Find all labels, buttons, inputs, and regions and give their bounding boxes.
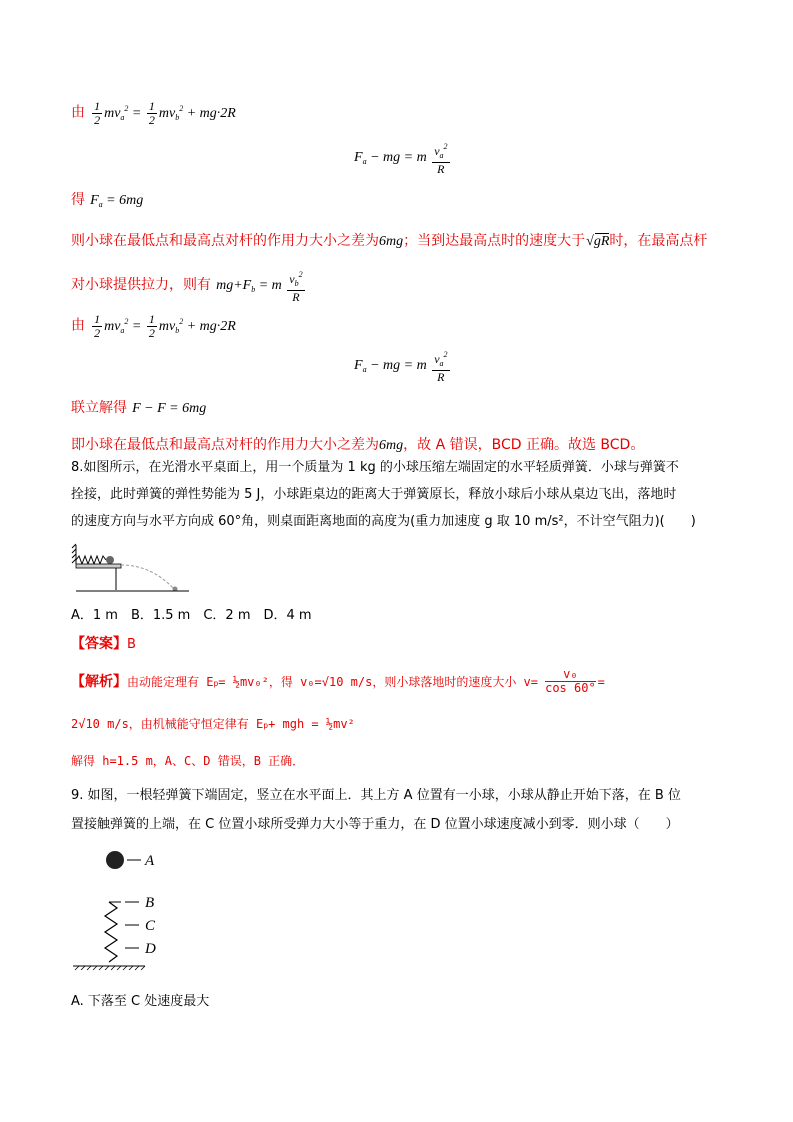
line-diff: 则小球在最低点和最高点对杆的作用力大小之差为6mg；当到达最高点时的速度大于√ gR时，在最高点杆 (71, 230, 707, 250)
eq-energy-1: 由 $\frac{1}{2}$ $mv_a^2$ = $\frac{1}{2}$ $mv_b^2 + mg\cdot 2R$ (71, 99, 236, 127)
q9-option-a: A. 下落至 C 处速度最大 (71, 994, 210, 1009)
eq1-tail: mg·2R (199, 105, 236, 121)
eq-energy-2: 由 $\frac{1}{2}$ $mv_a^2$ = $\frac{1}{2}$ $mv_b^2 + mg\cdot 2R$ (71, 312, 236, 340)
q8-analysis-2: 2√10 m/s，由机械能守恒定律有 Ep+ mgh = ½mv² (71, 717, 355, 731)
table-top (76, 564, 121, 568)
spring (105, 902, 117, 962)
result-fa: 得 $F_a = 6mg$ (71, 192, 144, 209)
line-lianli: 联立解得 F − F = 6mg (71, 400, 207, 416)
q8-figure (71, 540, 191, 596)
ball (106, 851, 124, 869)
q8-line1: 8.如图所示，在光滑水平桌面上，用一个质量为 1 kg 的小球压缩左端固定的水平轻质弹簧．小球与弹簧不 (71, 460, 679, 475)
label-b: B (145, 895, 155, 911)
q8-line2: 拴接，此时弹簧的弹性势能为 5 J，小球距桌边的距离大于弹簧原长，释放小球后小球从桌边飞出，落地时 (71, 487, 677, 502)
conclusion: 即小球在最低点和最高点对杆的作用力大小之差为6mg，故 A 错误，BCD 正确。故选 BCD。 (71, 437, 645, 453)
label-a: A (145, 853, 155, 869)
q8-analysis-1: 【解析】由动能定理有 Ep= ½mv₀²，得 v₀=√10 m/s，则小球落地时的速度大小 v= $\frac{\text{v₀}}{\cos 60^\circ}$ = (71, 667, 605, 695)
ball (106, 556, 114, 564)
you-label: 由 (71, 104, 85, 121)
trajectory (121, 565, 173, 588)
q8-line3: 的速度方向与水平方向成 60°角，则桌面距离地面的高度为(重力加速度 g 取 10 m/s²，不计空气阻力)( ) (71, 514, 696, 529)
label-c: C (145, 918, 156, 934)
spring (76, 556, 106, 564)
q9-line1: 9. 如图，一根轻弹簧下端固定，竖立在水平面上．其上方 A 位置有一小球，小球从静止开始下落，在 B 位 (71, 788, 681, 803)
q9-figure (71, 848, 171, 972)
line-tension: 对小球提供拉力，则有 $mg+F_b = m$ $\frac{v_b^2}{R}$ (71, 270, 303, 304)
q9-line2: 置接触弹簧的上端，在 C 位置小球所受弹力大小等于重力，在 D 位置小球速度减小到零．则小球（ ） (71, 817, 679, 832)
eq-force-2: $F_a$ − mg = m $\frac{v_a^2}{R}$ (354, 350, 448, 384)
q8-analysis-3: 解得 h=1.5 m，A、C、D 错误，B 正确． (71, 754, 305, 768)
eq-force-1: $F_a$ − mg = m $\frac{v_a^2}{R}$ (354, 142, 448, 176)
q8-answer: 【答案】B (71, 636, 136, 652)
q8-options: A．1 m B．1.5 m C．2 m D．4 m (71, 608, 312, 623)
wall (72, 544, 76, 564)
label-d: D (145, 941, 156, 957)
